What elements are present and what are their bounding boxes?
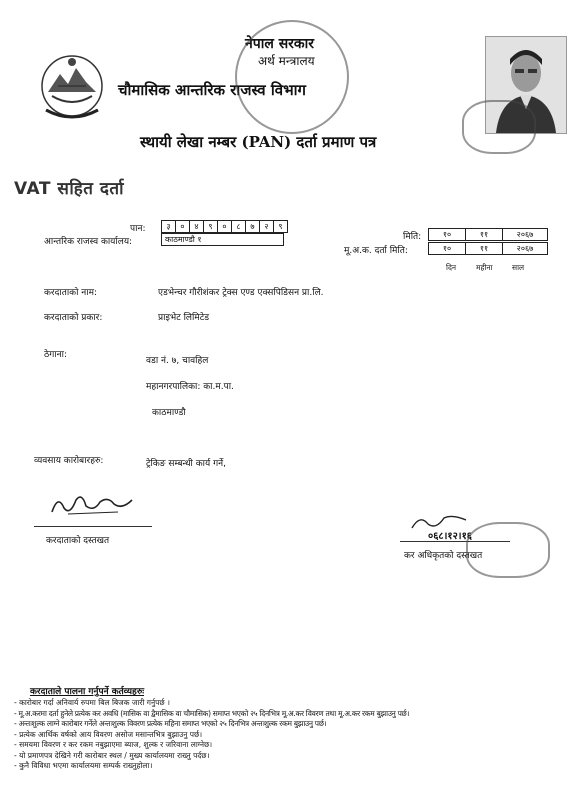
pan-digit: ०	[176, 221, 190, 233]
vat-date-boxes	[428, 242, 548, 255]
taxpayer-signature-caption: करदाताको दस्तखत	[46, 536, 110, 546]
duties-list	[14, 698, 554, 772]
vat-date-year: २०६७	[503, 243, 548, 255]
duty-item: - मू.अ.करमा दर्ता हुनेले प्रत्येक कर अवधि (मासिक वा द्वैमासिक वा चौमासिक) समाप्त भएको २५ दिनभित्र मू.अ.कर विवरण तथा मू.अ.कर रकम बुझाउनु पर्छ।	[14, 708, 410, 718]
date-col-year: साल	[512, 263, 525, 272]
address-city: काठमाण्डौ	[152, 408, 186, 418]
certificate-title: स्थायी लेखा नम्बर (PAN) दर्ता प्रमाण पत्र	[140, 133, 377, 151]
address-municipality: महानगरपालिका: का.म.पा.	[146, 382, 234, 392]
office-box	[161, 233, 284, 246]
pan-digit: २	[260, 221, 274, 233]
vat-date-month: ११	[466, 243, 503, 255]
pan-digit: ३	[162, 221, 176, 233]
duties-heading: करदाताले पालना गर्नुपर्ने कर्तव्यहरुः	[30, 687, 145, 697]
duty-item: - यो प्रमाणपत्र देखिने गरी कारोबार स्थल / मुख्य कार्यालयमा राख्नु पर्दछ।	[14, 750, 210, 760]
pan-digit: ८	[232, 221, 246, 233]
date-label: मिति:	[403, 232, 422, 242]
officer-sign-date: ०६८।१२।१६	[428, 531, 472, 542]
header-line1: नेपाल सरकार	[245, 36, 315, 52]
date-boxes	[428, 228, 548, 241]
business-value: ट्रेकिङ सम्बन्धी कार्य गर्ने,	[146, 459, 226, 469]
taxpayer-signature-line	[34, 526, 152, 527]
pan-digit: ९	[204, 221, 218, 233]
taxpayer-name-label: करदाताको नाम:	[44, 288, 98, 298]
duty-item: - कारोबार गर्दा अनिवार्य रुपमा बिल बिजक जारी गर्नुपर्छ ।	[14, 698, 170, 707]
address-label: ठेगाना:	[44, 350, 67, 360]
taxpayer-type-label: करदाताको प्रकार:	[44, 313, 103, 323]
pan-label: पान:	[130, 224, 146, 234]
taxpayer-type-value: प्राइभेट लिमिटेड	[158, 313, 210, 323]
government-emblem	[38, 52, 106, 122]
duty-item: - अन्तःशुल्क लाग्ने कारोबार गर्नेले अन्तःशुल्क विवरण प्रत्येक महिना समाप्त भएको २५ दिनभित्र अन्तःशुल्क रकम बुझाउनु पर्छ।	[14, 719, 327, 728]
date-day: १०	[429, 229, 466, 241]
office-stamp-icon	[235, 20, 349, 134]
vat-registration-label: VAT सहित दर्ता	[14, 179, 125, 199]
pan-digits	[161, 220, 288, 233]
header-line3: चौमासिक आन्तरिक राजस्व विभाग	[118, 81, 306, 99]
office-value: काठमाण्डौ १	[162, 234, 284, 246]
address-ward: वडा नं. ७, चावहिल	[146, 356, 209, 366]
photo-stamp-icon	[462, 100, 536, 154]
taxpayer-signature	[48, 490, 138, 520]
duty-item: - समयमा विवरण र कर रकम नबुझाएमा ब्याज, शुल्क र जरिवाना लाग्नेछ।	[14, 740, 213, 749]
officer-stamp-icon	[466, 522, 550, 578]
duty-item: - प्रत्येक आर्थिक वर्षको आय विवरण असोज मसान्तभित्र बुझाउनु पर्छ।	[14, 729, 203, 739]
vat-date-day: १०	[429, 243, 466, 255]
office-label: आन्तरिक राजस्व कार्यालय:	[44, 237, 133, 247]
vat-date-label: मू.अ.क. दर्ता मिति:	[344, 246, 408, 256]
duty-item: - कुनै विविधा भएमा कार्यालयमा सम्पर्क राख्नुहोला।	[14, 761, 153, 770]
taxpayer-name-value: एडभेन्चर गौरीशंकर ट्रेक्स एण्ड एक्सपिडिसन प्रा.लि.	[158, 288, 324, 298]
pan-digit: ९	[274, 221, 288, 233]
header-line2: अर्थ मन्त्रालय	[258, 54, 315, 68]
business-label: व्यवसाय कारोबारहरु:	[34, 456, 104, 466]
date-col-month: महीना	[476, 263, 493, 272]
pan-digit: ७	[246, 221, 260, 233]
date-col-day: दिन	[446, 263, 457, 272]
date-year: २०६७	[503, 229, 548, 241]
date-month: ११	[466, 229, 503, 241]
pan-digit: ०	[218, 221, 232, 233]
officer-signature-caption: कर अधिकृतको दस्तखत	[404, 551, 483, 561]
pan-digit: ४	[190, 221, 204, 233]
